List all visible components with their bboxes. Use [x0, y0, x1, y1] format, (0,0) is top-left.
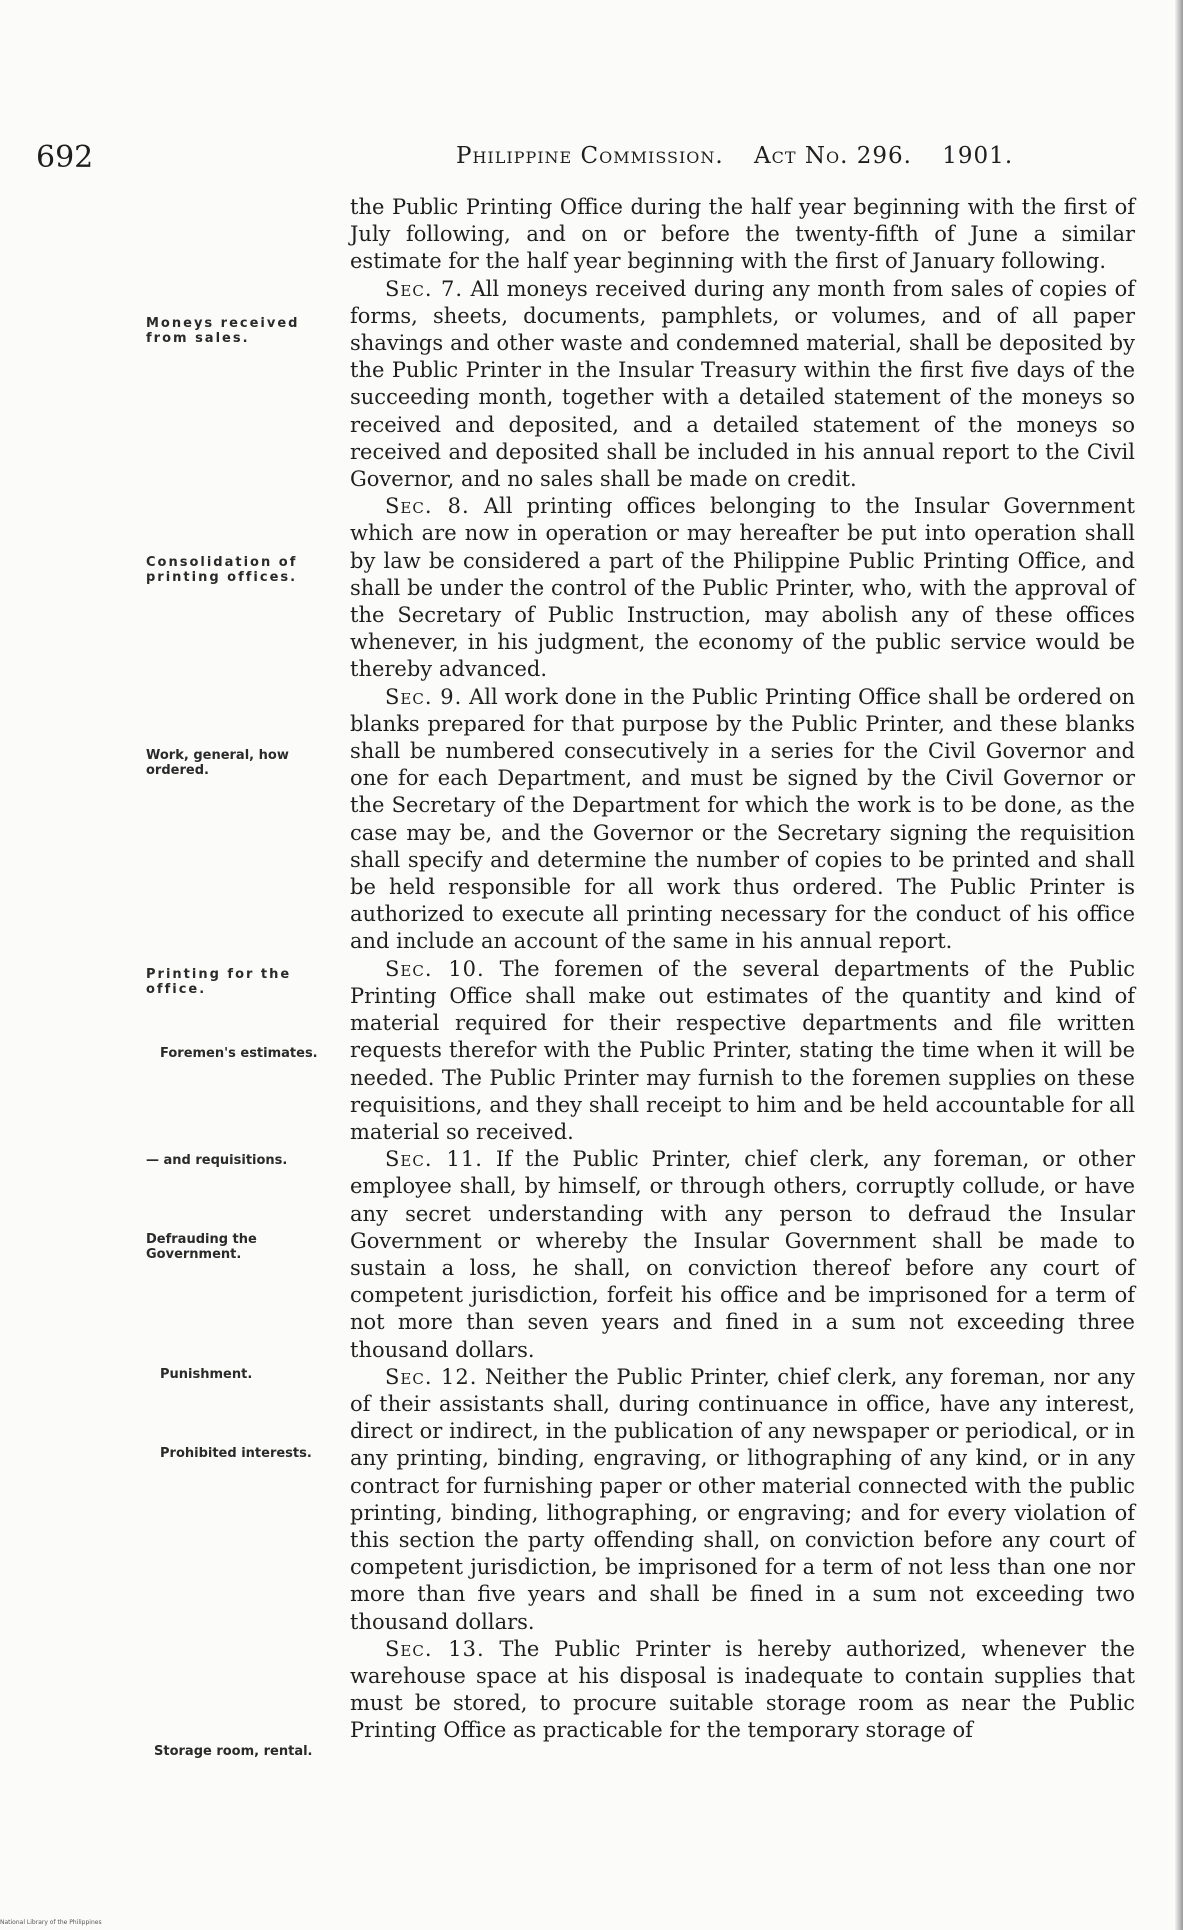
running-title-year: 1901. [942, 143, 1014, 169]
section-9 [350, 684, 1135, 956]
margin-notes [0, 0, 350, 1930]
page-edge-shadow [1175, 0, 1183, 1930]
section-13 [350, 1636, 1135, 1745]
section-11 [350, 1146, 1135, 1364]
section-10 [350, 956, 1135, 1146]
section-label: Sec. 12. [385, 1364, 478, 1389]
section-label: Sec. 7. [385, 276, 464, 301]
margin-note: Work, general, how ordered. [146, 748, 289, 778]
section-text: The foremen of the several departments of the Public Printing Office shall make out estimates of the quantity and kind of material required for their respective departments and file written requests therefor with the Public Printer, stating the time when it will be needed. The Public Printer may furnish to the foremen supplies on these requisitions, and they shall receipt to him and be held accountable for all material so received. [350, 956, 1135, 1144]
margin-note: Prohibited interests. [160, 1446, 312, 1461]
section-12 [350, 1364, 1135, 1636]
section-text: The Public Printer is hereby authorized, whenever the warehouse space at his disposal is inadequate to contain supplies that must be stored, to procure suitable storage room as near the Public Printing Office as practicable for the temporary storage of [350, 1636, 1135, 1743]
scan-footer: National Library of the Philippines [0, 1919, 102, 1926]
margin-note: Defrauding the Government. [146, 1232, 257, 1262]
body-text [350, 194, 1135, 1745]
running-title [456, 143, 1013, 169]
margin-note: Punishment. [160, 1367, 253, 1382]
running-title-act: Act No. 296. [754, 143, 912, 169]
margin-note: Foremen's estimates. [160, 1046, 318, 1061]
section-label: Sec. 13. [385, 1636, 485, 1661]
running-title-commission: Philippine Commission. [456, 143, 724, 169]
margin-note: — and requisitions. [146, 1153, 288, 1168]
section-8 [350, 493, 1135, 683]
section-label: Sec. 9. [385, 684, 463, 709]
section-text: Neither the Public Printer, chief clerk, any foreman, nor any of their assistants shall, during continuance in office, have any interest, direct or indirect, in the publication of any newspaper or periodical, or in any printing, binding, engraving, or lithographing of any kind, or in any contract for furnishing paper or other material connected with the public printing, binding, lithographing, or engraving; and for every violation of this section the party offending shall, on conviction before any court of competent jurisdiction, be imprisoned for a term of not less than one nor more than five years and shall be fined in a sum not exceeding two thousand dollars. [350, 1364, 1135, 1634]
section-text: If the Public Printer, chief clerk, any foreman, or other employee shall, by himself, or through others, corruptly collude, or have any secret understanding with any person to defraud the Insular Government or whereby the Insular Government shall be made to sustain a loss, he shall, on conviction thereof before any court of competent jurisdiction, forfeit his office and be imprisoned for a term of not more than seven years and fined in a sum not exceeding three thousand dollars. [350, 1147, 1135, 1362]
margin-note: Storage room, rental. [154, 1744, 313, 1759]
page-number: 692 [36, 140, 94, 175]
section-text: All work done in the Public Printing Office shall be ordered on blanks prepared for that purpose by the Public Printer, and these blanks shall be numbered consecutively in a series for the Civil Governor and one for each Department, and must be signed by the Civil Governor or the Secretary of the Department for which the work is to be done, as the case may be, and the Governor or the Secretary signing the requisition shall specify and determine the number of copies to be printed and shall be held responsible for all work thus ordered. The Public Printer is authorized to execute all printing necessary for the conduct of his office and include an account of the same in his annual report. [350, 684, 1135, 954]
opening-paragraph: the Public Printing Office during the half year beginning with the first of July following, and on or before the twenty-fifth of June a similar estimate for the half year beginning with the first of January following. [350, 195, 1135, 274]
section-label: Sec. 8. [385, 494, 470, 519]
section-text: All moneys received during any month from sales of copies of forms, sheets, documents, pamphlets, or volumes, and of all paper shavings and other waste and condemned material, shall be deposited by the Public Printer in the Insular Treasury within the first five days of the succeeding month, together with a detailed statement of the moneys so received and deposited, and a detailed statement of the moneys so received and deposited shall be included in his annual report to the Civil Governor, and no sales shall be made on credit. [350, 276, 1135, 492]
section-text: All printing offices belonging to the Insular Government which are now in operation or may hereafter be put into operation shall by law be considered a part of the Philippine Public Printing Office, and shall be under the control of the Public Printer, who, with the approval of the Secretary of Public Instruction, may abolish any of these offices whenever, in his judgment, the economy of the public service would be thereby advanced. [350, 494, 1135, 682]
section-label: Sec. 10. [385, 956, 485, 981]
section-7 [350, 276, 1135, 494]
margin-note: Moneys received from sales. [146, 316, 300, 346]
margin-note: Consolidation of printing offices. [146, 555, 298, 585]
margin-note: Printing for the office. [146, 967, 292, 997]
section-label: Sec. 11. [385, 1147, 483, 1172]
